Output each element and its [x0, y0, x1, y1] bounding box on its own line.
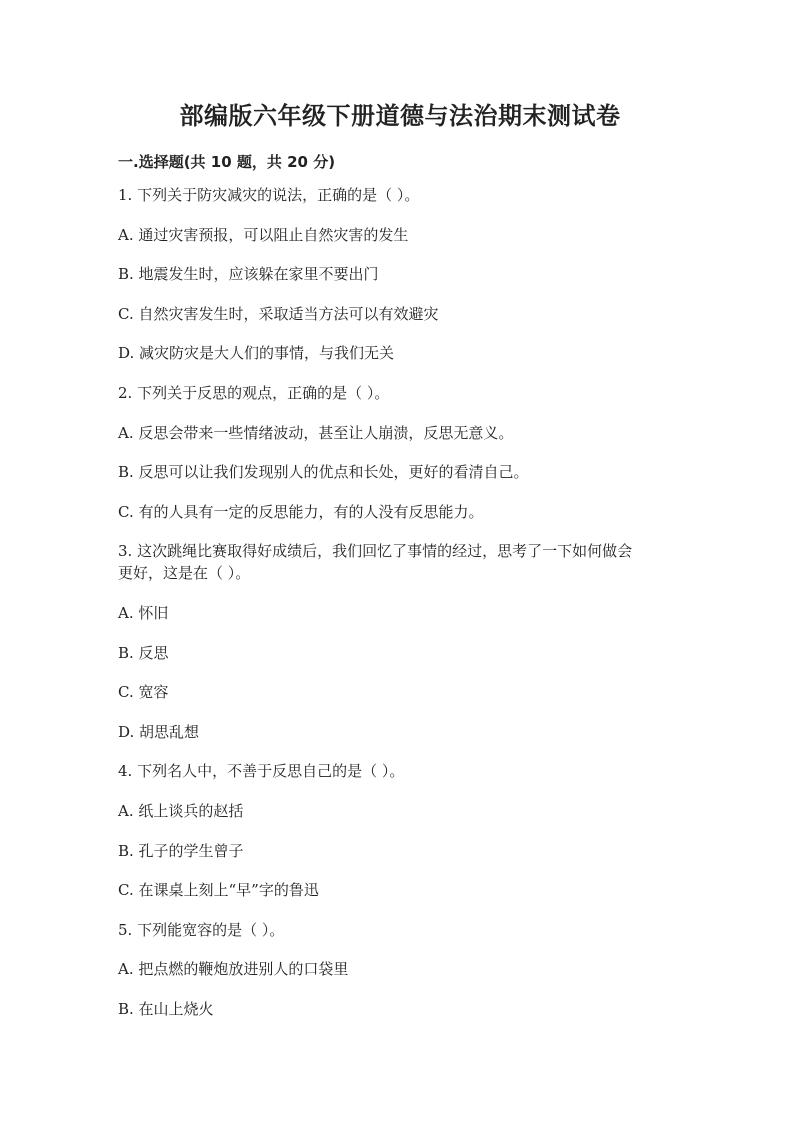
- question-5-option-a: A. 把点燃的鞭炮放进别人的口袋里: [118, 960, 349, 979]
- question-2-stem: 2. 下列关于反思的观点，正确的是（ ）。: [118, 383, 390, 402]
- question-2-option-c: C. 有的人具有一定的反思能力，有的人没有反思能力。: [118, 502, 484, 521]
- question-3-stem-line-2: 更好，这是在（ ）。: [118, 564, 251, 583]
- question-3-option-b: B. 反思: [118, 643, 169, 662]
- question-1-option-c: C. 自然灾害发生时，采取适当方法可以有效避灾: [118, 304, 439, 323]
- question-3-option-a: A. 怀旧: [118, 603, 169, 622]
- question-list: [118, 184, 680, 1037]
- question-3-option-d: D. 胡思乱想: [118, 722, 200, 741]
- question-1-option-d: D. 减灾防灾是大人们的事情，与我们无关: [118, 344, 395, 363]
- question-5-option-b: B. 在山上烧火: [118, 999, 214, 1018]
- section-heading: 一.选择题(共 10 题，共 20 分): [118, 153, 336, 171]
- document-title: 部编版六年级下册道德与法治期末测试卷: [179, 102, 621, 130]
- question-5-stem: 5. 下列能宽容的是（ ）。: [118, 920, 285, 939]
- question-4-option-a: A. 纸上谈兵的赵括: [118, 801, 244, 820]
- question-2-option-b: B. 反思可以让我们发现别人的优点和长处，更好的看清自己。: [118, 463, 529, 482]
- question-3-stem-line-1: 3. 这次跳绳比赛取得好成绩后，我们回忆了事情的经过，思考了一下如何做会: [118, 542, 633, 561]
- question-2-option-a: A. 反思会带来一些情绪波动，甚至让人崩溃，反思无意义。: [118, 423, 514, 442]
- question-4-option-b: B. 孔子的学生曾子: [118, 841, 244, 860]
- question-1-option-a: A. 通过灾害预报，可以阻止自然灾害的发生: [118, 225, 409, 244]
- question-4-option-c: C. 在课桌上刻上“早”字的鲁迅: [118, 881, 319, 900]
- question-4-stem: 4. 下列名人中，不善于反思自己的是（ ）。: [118, 762, 405, 781]
- question-1-stem: 1. 下列关于防灾减灾的说法，正确的是（ ）。: [118, 186, 420, 204]
- question-3-stem: [118, 540, 680, 584]
- question-1-option-b: B. 地震发生时，应该躲在家里不要出门: [118, 265, 379, 284]
- question-3-option-c: C. 宽容: [118, 683, 169, 702]
